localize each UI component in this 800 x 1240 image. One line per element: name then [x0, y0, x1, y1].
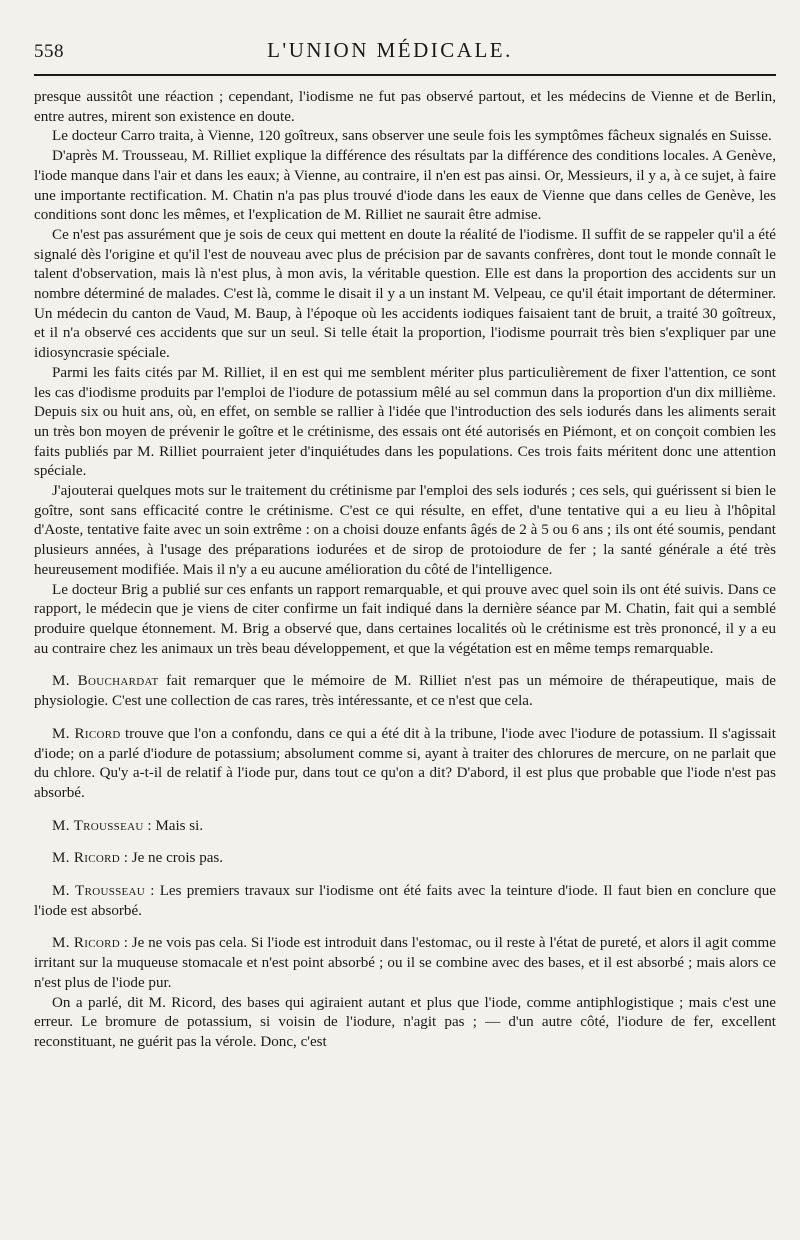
speaker-name: M. Ricord — [52, 850, 120, 867]
paragraph — [34, 994, 776, 1053]
speaker-paragraph — [34, 725, 776, 804]
paragraph — [34, 364, 776, 482]
page-number: 558 — [34, 41, 64, 62]
paragraph-text: Le docteur Carro traita, à Vienne, 120 goîtreux, sans observer une seule fois les symptômes fâcheux signalés en Suisse. — [52, 128, 772, 145]
paragraph — [34, 147, 776, 226]
paragraph — [34, 127, 776, 147]
paragraph — [34, 88, 776, 127]
paragraph-text: : Mais si. — [143, 817, 204, 834]
speaker-name: M. Trousseau — [52, 817, 144, 834]
speaker-paragraph — [34, 849, 776, 869]
speaker-name: M. Trousseau — [52, 883, 146, 900]
paragraph-text: fait remarquer que le mémoire de M. Rilliet n'est pas un mémoire de thérapeutique, mais de physiologie. C'est une collection de cas rares, très intéressante, et ce n'est que cela. — [34, 673, 776, 710]
paragraph-text: D'après M. Trousseau, M. Rilliet explique la différence des résultats par la différence des conditions locales. A Genève, l'iode manque dans l'air et dans les eaux; à Vienne, au contraire, il n'en est pas ainsi. Or, Messieurs, il y a, à ce sujet, à faire une importante rectification. M. Chatin n'a pas plus trouvé d'iode dans les eaux de Vienne que dans celles de Genève, les conditions sont donc les mêmes, et l'explication de M. Rilliet ne saurait être admise. — [34, 148, 776, 224]
speaker-name: M. Bouchardat — [52, 673, 159, 690]
journal-title: L'UNION MÉDICALE. — [267, 38, 513, 62]
paragraph-text: J'ajouterai quelques mots sur le traitement du crétinisme par l'emploi des sels iodurés ; ces sels, qui guérissent si bien le goître, sont sans efficacité contre le crétinisme. C'est ce qui résulte, en effet, d'une tentative qui a eu lieu à l'hôpital d'Aoste, tentative faite avec un soin extrême : on a choisi douze enfants âgés de 2 à 5 ou 6 ans ; ils ont été soumis, pendant plusieurs années, à l'usage des préparations iodurées et de sirop de protoiodure de fer ; la santé générale a été très heureusement modifiée. Mais il n'y a eu aucune amélioration du côté de l'intelligence. — [34, 483, 776, 578]
paragraph-text: Ce n'est pas assurément que je sois de ceux qui mettent en doute la réalité de l'iodisme. Il suffit de se rappeler qu'il a été signalé dès l'origine et qu'il l'est de nouveau avec plus de précision par de savants confrères, dont tout le monde connaît le talent d'observation, mais là n'est plus, à mon avis, la véritable question. Elle est dans la proportion des accidents sur un nombre déterminé de malades. C'est là, comme le disait il y a un instant M. Velpeau, ce qu'il était important de déterminer. Un médecin du canton de Vaud, M. Baup, à l'époque où les accidents iodiques faisaient tant de bruit, a traité 30 goîtreux, et il n'a observé ces accidents que sur un seul. Si telle était la proportion, l'iodisme pourrait très bien s'expliquer par une idiosyncrasie spéciale. — [34, 226, 776, 362]
speaker-name: M. Ricord — [52, 935, 120, 952]
paragraph-text: presque aussitôt une réaction ; cependant, l'iodisme ne fut pas observé partout, et les médecins de Vienne et de Berlin, entre autres, mirent son existence en doute. — [34, 89, 776, 125]
paragraph-text: Le docteur Brig a publié sur ces enfants un rapport remarquable, et qui prouve avec quel soin ils ont été suivis. Dans ce rapport, le médecin que je viens de citer confirme un fait indiqué dans la dernière séance par M. Chatin, fait qui a semblé produire quelque étonnement. M. Brig a observé que, dans certaines localités où le crétinisme est très prononcé, il y a eu au contraire chez les animaux un très beau développement, et que la végétation est en même temps remarquable. — [34, 581, 776, 657]
paragraph-text: : Les premiers travaux sur l'iodisme ont été faits avec la teinture d'iode. Il faut bien en conclure que l'iode est absorbé. — [34, 883, 776, 919]
speaker-paragraph — [34, 672, 776, 711]
paragraph — [34, 226, 776, 364]
paragraph-text: On a parlé, dit M. Ricord, des bases qui agiraient autant et plus que l'iode, comme antiphlogistique ; mais c'est une erreur. Le bromure de potassium, si voisin de l'iodure, n'agit pas ; — d'un autre côté, l'iodure de fer, excellent reconstituant, ne guérit pas la vérole. Donc, c'est — [34, 994, 776, 1050]
paragraph-text: trouve que l'on a confondu, dans ce qui a été dit à la tribune, l'iode avec l'iodure de potassium. Il s'agissait d'iode; on a parlé d'iodure de potassium; absolument comme si, ayant à traiter des chlorures de mercure, on ne parlait que du chlore. Qu'y a-t-il de relatif à l'iode pur, dans tout ce qu'on a dit? D'abord, il est plus que probable que l'iode n'est pas absorbé. — [34, 725, 776, 801]
paragraph — [34, 482, 776, 581]
speaker-name: M. Ricord — [52, 725, 121, 742]
running-head — [34, 38, 776, 68]
body-text — [34, 88, 776, 1053]
speaker-paragraph — [34, 817, 776, 837]
speaker-paragraph — [34, 882, 776, 921]
paragraph — [34, 581, 776, 660]
paragraph-text: : Je ne crois pas. — [119, 850, 224, 867]
speaker-paragraph — [34, 934, 776, 993]
header-rule — [34, 74, 776, 76]
paragraph-text: Parmi les faits cités par M. Rilliet, il en est qui me semblent mériter plus particulièrement de fixer l'attention, ce sont les cas d'iodisme produits par l'emploi de l'iodure de potassium mêlé au sel commun dans la proportion d'un dix millième. Depuis six ou huit ans, où, en effet, on semble se rallier à l'idée que l'introduction des sels iodurés dans les aliments serait un très bon moyen de prévenir le goître et le crétinisme, des essais ont été autorisés en Piémont, et on conçoit combien les faits publiés par M. Rilliet pourraient jeter d'inquiétudes dans les populations. Ces trois faits méritent donc une attention spéciale. — [34, 364, 776, 480]
paragraph-text: : Je ne vois pas cela. Si l'iode est introduit dans l'estomac, ou il reste à l'état de pureté, et alors il agit comme irritant sur la muqueuse stomacale et n'est point absorbé ; ou il se combine avec des bases, et il est absorbé ; mais alors ce n'est plus de l'iode pur. — [34, 935, 776, 991]
